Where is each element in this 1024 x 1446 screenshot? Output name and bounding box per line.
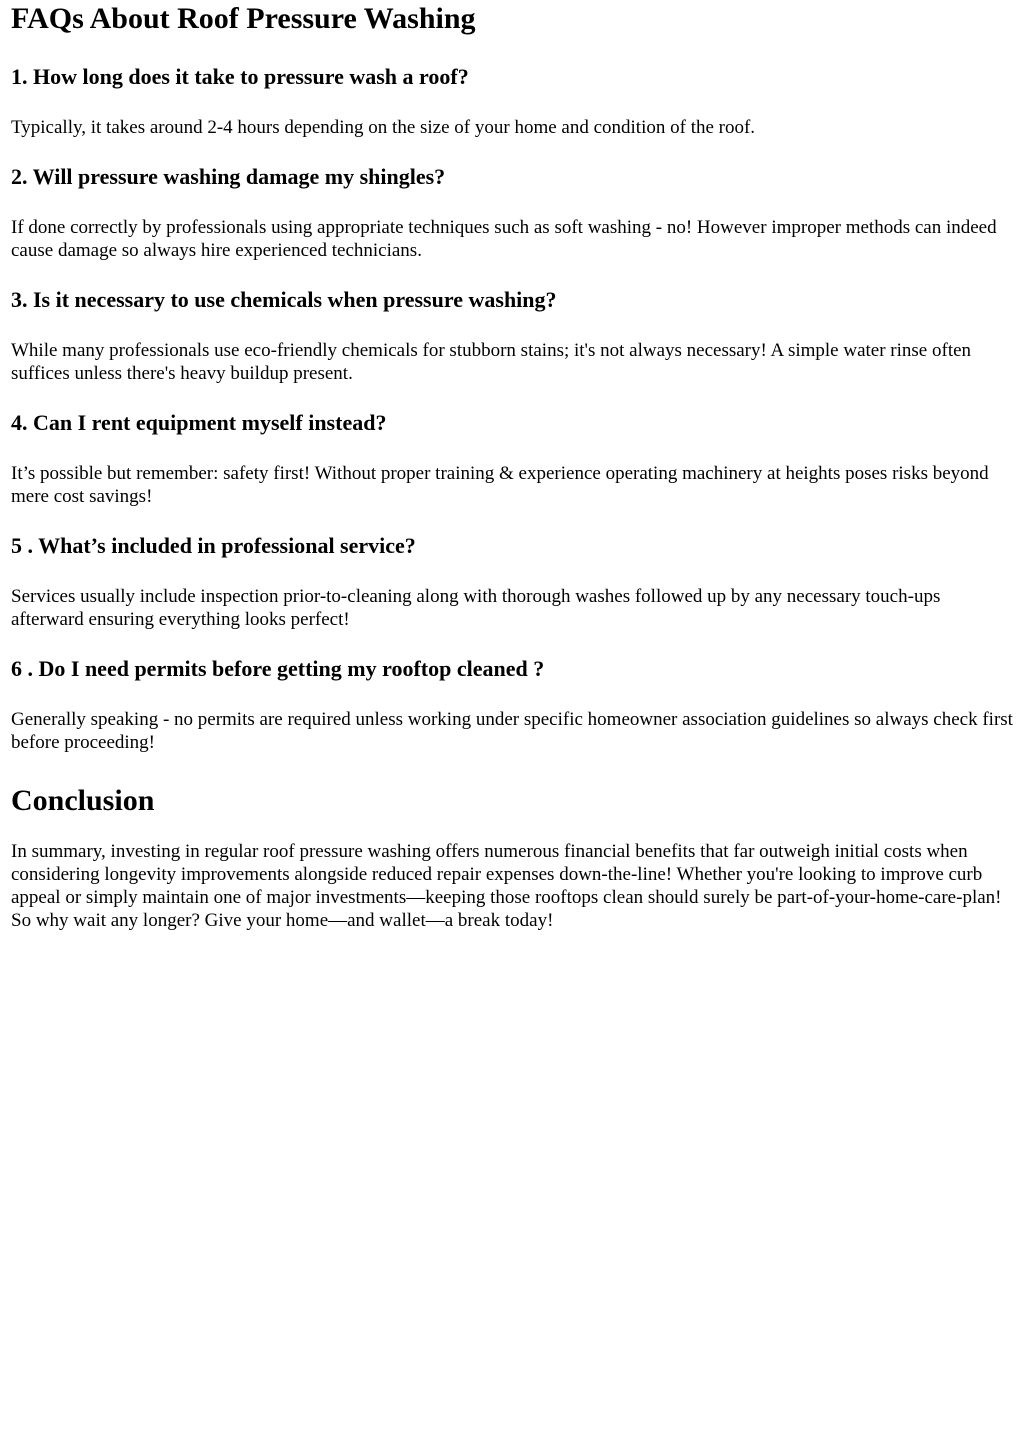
- faq-question-4: 4. Can I rent equipment myself instead?: [11, 410, 387, 435]
- faq-question-2: 2. Will pressure washing damage my shingles?: [11, 164, 446, 189]
- faq-answer-3: While many professionals use eco-friendly chemicals for stubborn stains; it's not always necessary! A simple water rinse often suffices unless there's heavy buildup present.: [11, 340, 972, 384]
- faq-answer-2: If done correctly by professionals using appropriate techniques such as soft washing - no! However improper methods can indeed cause damage so always hire experienced technicians.: [11, 217, 997, 261]
- faq-answer-5: Services usually include inspection prior-to-cleaning along with thorough washes followed up by any necessary touch-ups afterward ensuring everything looks perfect!: [11, 586, 941, 630]
- faq-answer-1: Typically, it takes around 2-4 hours depending on the size of your home and condition of the roof.: [11, 117, 756, 138]
- faq-question-6: 6 . Do I need permits before getting my rooftop cleaned ?: [11, 656, 545, 681]
- faq-answer-6: Generally speaking - no permits are required unless working under specific homeowner association guidelines so always check first before proceeding!: [11, 709, 1013, 753]
- conclusion-heading: Conclusion: [11, 784, 155, 817]
- faq-question-5: 5 . What’s included in professional service?: [11, 533, 416, 558]
- faq-question-3: 3. Is it necessary to use chemicals when pressure washing?: [11, 287, 557, 312]
- faq-question-1: 1. How long does it take to pressure wash a roof?: [11, 64, 469, 89]
- faq-answer-4: It’s possible but remember: safety first! Without proper training & experience operating machinery at heights poses risks beyond mere cost savings!: [11, 463, 989, 507]
- page-title: FAQs About Roof Pressure Washing: [11, 2, 476, 35]
- conclusion-paragraph: In summary, investing in regular roof pressure washing offers numerous financial benefits that far outweigh initial costs when considering longevity improvements alongside reduced repair expenses down-the-line! Whether you're looking to improve curb appeal or simply maintain one of major investments—keeping those rooftops clean should surely be part-of-your-home-care-plan! So why wait any longer? Give your home—and wallet—a break today!: [11, 841, 1002, 931]
